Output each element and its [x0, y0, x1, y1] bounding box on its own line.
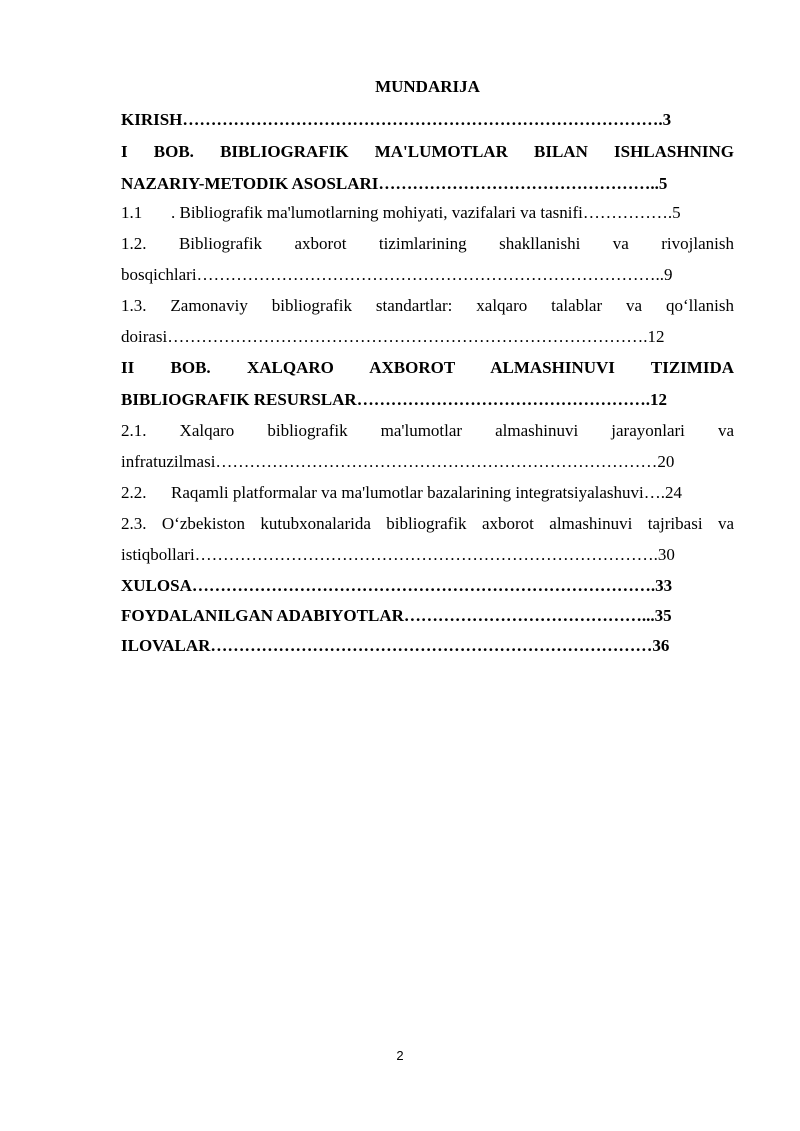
- toc-entry-section-1-3-line1: 1.3. Zamonaviy bibliografik standartlar: xalqaro talablar va qo‘llanish: [121, 296, 734, 315]
- toc-entry-section-2-3-line1: 2.3. O‘zbekiston kutubxonalarida bibliografik axborot almashinuvi tajribasi va: [121, 514, 734, 533]
- section-title: . Bibliografik ma'lumotlarning mohiyati, vazifalari va tasnifi…………….5: [171, 203, 681, 222]
- toc-entry-section-1-1: [121, 203, 734, 223]
- toc-entry-section-1-2-line2: bosqichlari………………………………………………………………………..9: [121, 265, 673, 284]
- toc-entry-section-2-1-line2: infratuzilmasi……………………………………………………………………20: [121, 452, 675, 471]
- toc-entry-chapter2-line2: BIBLIOGRAFIK RESURSLAR…………………………………………….12: [121, 390, 667, 409]
- document-page: [121, 0, 734, 1131]
- toc-entry-chapter1-line1: I BOB. BIBLIOGRAFIK MA'LUMOTLAR BILAN ISHLASHNING: [121, 142, 734, 161]
- section-number: 1.1: [121, 203, 143, 222]
- toc-entry-section-1-3-line2: doirasi………………………………………………………………………….12: [121, 327, 665, 346]
- section-title: Raqamli platformalar va ma'lumotlar bazalarining integratsiyalashuvi….24: [171, 483, 683, 502]
- toc-entry-chapter2-line1: II BOB. XALQARO AXBOROT ALMASHINUVI TIZIMIDA: [121, 358, 734, 377]
- toc-entry-section-2-2: [121, 483, 734, 503]
- toc-entry-ilovalar: ILOVALAR……………………………………………………………………36: [121, 636, 670, 655]
- toc-entry-section-2-3-line2: istiqbollari……………………………………………………………………….30: [121, 545, 675, 564]
- section-number: 2.2.: [121, 483, 147, 502]
- toc-entry-xulosa: XULOSA……………………………………………………………………….33: [121, 576, 673, 595]
- toc-entry-chapter1-line2: NAZARIY-METODIK ASOSLARI…………………………………………..5: [121, 174, 668, 193]
- page-number: 2: [396, 1048, 404, 1063]
- toc-heading: MUNDARIJA: [375, 77, 480, 96]
- toc-entry-adabiyotlar: FOYDALANILGAN ADABIYOTLAR……………………………………...35: [121, 606, 672, 625]
- toc-entry-section-1-2-line1: 1.2. Bibliografik axborot tizimlarining shakllanishi va rivojlanish: [121, 234, 734, 253]
- toc-entry-kirish: KIRISH………………………………………………………………………….3: [121, 110, 672, 129]
- toc-entry-section-2-1-line1: 2.1. Xalqaro bibliografik ma'lumotlar almashinuvi jarayonlari va: [121, 421, 734, 440]
